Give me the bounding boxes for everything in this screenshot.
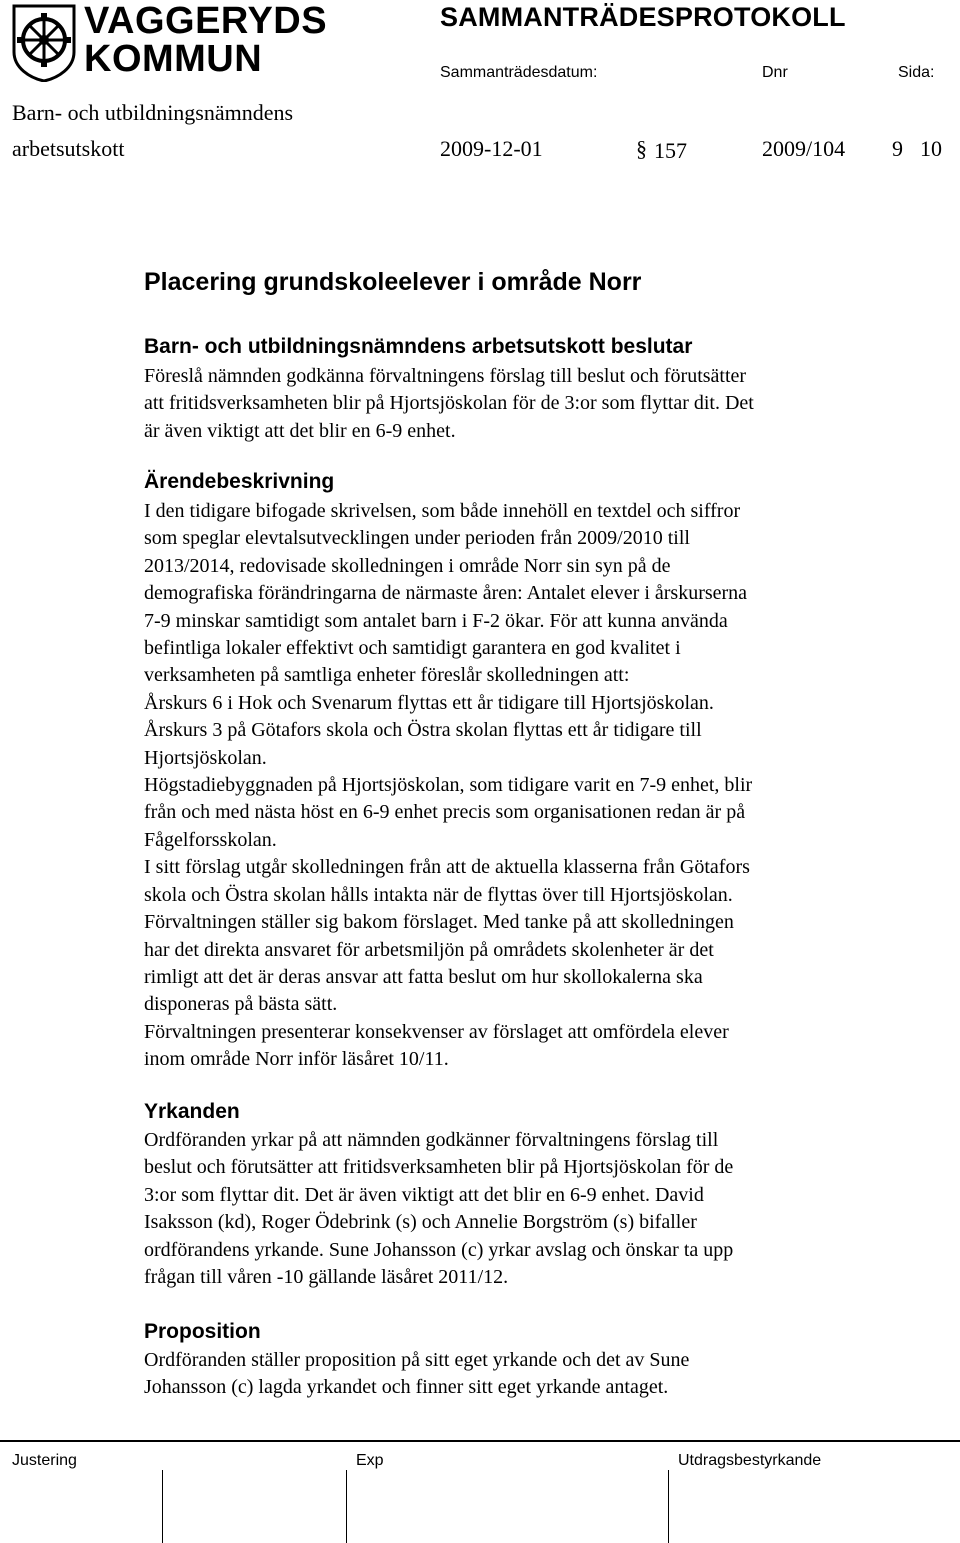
motions-heading: Yrkanden xyxy=(144,1100,240,1123)
coat-of-arms-icon xyxy=(12,4,76,82)
page-title: Placering grundskoleelever i område Norr xyxy=(144,268,642,296)
text-line: I den tidigare bifogade skrivelsen, som både innehöll en textdel och siffror xyxy=(144,500,741,522)
text-line: Förvaltningen ställer sig bakom förslaget. Med tanke på att skolledningen xyxy=(144,911,734,934)
committee-name: Barn- och utbildningsnämndens xyxy=(12,100,294,125)
text-line: Förvaltningen presenterar konsekvenser av förslaget att omfördela elever xyxy=(144,1020,729,1043)
text-line: Ordföranden yrkar på att nämnden godkänner förvaltningens förslag till xyxy=(144,1129,719,1151)
document-title: SAMMANTRÄDESPROTOKOLL xyxy=(440,2,846,32)
page-number: 9 xyxy=(892,136,903,161)
dnr-label: Dnr xyxy=(762,64,788,81)
decision-text xyxy=(144,363,884,445)
decision-heading: Barn- och utbildningsnämndens arbetsutskott beslutar xyxy=(144,335,693,358)
footer-copy-label: Exp xyxy=(356,1452,384,1469)
description-heading: Ärendebeskrivning xyxy=(144,470,335,493)
meeting-date-label: Sammanträdesdatum: xyxy=(440,64,598,81)
text-line: Årskurs 6 i Hok och Svenarum flyttas ett år tidigare till Hjortsjöskolan. xyxy=(144,691,714,714)
motions-text xyxy=(144,1127,884,1291)
paragraph-sign: § xyxy=(636,136,647,161)
text-line: Årskurs 3 på Götafors skola och Östra skolan flyttas ett år tidigare till xyxy=(144,719,702,742)
footer-divider xyxy=(0,1440,960,1442)
text-line: beslut och förutsätter att fritidsverksamheten blir på Hjortsjöskolan för de xyxy=(144,1156,734,1179)
signature-box-divider xyxy=(668,1470,669,1543)
text-line: verksamheten på samtliga enheter föreslår skolledningen att: xyxy=(144,664,630,687)
paragraph-number: 157 xyxy=(654,138,687,163)
description-text xyxy=(144,498,884,1074)
municipality-logo xyxy=(12,0,328,82)
text-line: Fågelforsskolan. xyxy=(144,828,277,851)
text-line: ordförandens yrkande. Sune Johansson (c) yrkar avslag och önskar ta upp xyxy=(144,1238,734,1261)
logo-line-1: VAGGERYDS xyxy=(84,0,328,42)
text-line: 7-9 minskar samtidigt som antalet barn i F-2 ökar. För att kunna använda xyxy=(144,609,728,632)
committee-subname: arbetsutskott xyxy=(12,136,125,161)
text-line: Ordföranden ställer proposition på sitt eget yrkande och det av Sune xyxy=(144,1349,690,1371)
dnr-value: 2009/104 xyxy=(762,136,846,161)
logo-wordmark xyxy=(84,2,327,78)
text-line: frågan till våren -10 gällande läsåret 2011/12. xyxy=(144,1266,509,1289)
text-line: Högstadiebyggnaden på Hjortsjöskolan, som tidigare varit en 7-9 enhet, blir xyxy=(144,774,753,797)
text-line: 3:or som flyttar dit. Det är även viktigt att det blir en 6-9 enhet. David xyxy=(144,1183,704,1206)
text-line: som speglar elevtalsutvecklingen under perioden från 2009/2010 till xyxy=(144,527,690,550)
text-line: rimligt att det är deras ansvar att fatta beslut om hur skollokalerna ska xyxy=(144,965,703,988)
page-label: Sida: xyxy=(898,64,935,81)
text-line: demografiska förändringarna de närmaste åren: Antalet elever i årskurserna xyxy=(144,582,748,605)
text-line: är även viktigt att det blir en 6-9 enhet. xyxy=(144,419,456,442)
meeting-date: 2009-12-01 xyxy=(440,136,543,161)
text-line: befintliga lokaler effektivt och samtidigt garantera en god kvalitet i xyxy=(144,637,681,660)
logo-line-2: KOMMUN xyxy=(84,38,263,80)
text-line: skola och Östra skolan hålls intakta när de flyttas över till Hjortsjöskolan. xyxy=(144,883,733,906)
text-line: Johansson (c) lagda yrkandet och finner sitt eget yrkande antaget. xyxy=(144,1376,669,1399)
text-line: inom område Norr inför läsåret 10/11. xyxy=(144,1048,449,1071)
text-line: Föreslå nämnden godkänna förvaltningens förslag till beslut och förutsätter xyxy=(144,365,747,387)
text-line: från och med nästa höst en 6-9 enhet precis som organisationen redan är på xyxy=(144,801,746,824)
text-line: har det direkta ansvaret för arbetsmiljön på områdets skolenheter är det xyxy=(144,938,714,961)
proposition-text xyxy=(144,1347,884,1402)
text-line: Isaksson (kd), Roger Ödebrink (s) och Annelie Borgström (s) bifaller xyxy=(144,1211,697,1234)
footer-check-label: Justering xyxy=(12,1452,77,1469)
text-line: disponeras på bästa sätt. xyxy=(144,993,338,1016)
footer-extract-label: Utdragsbestyrkande xyxy=(678,1452,822,1469)
text-line: Hjortsjöskolan. xyxy=(144,746,267,769)
text-line: I sitt förslag utgår skolledningen från att de aktuella klasserna från Götafors xyxy=(144,856,750,879)
text-line: 2013/2014, redovisade skolledningen i område Norr sin syn på de xyxy=(144,554,671,577)
signature-box-divider xyxy=(346,1470,347,1543)
proposition-heading: Proposition xyxy=(144,1320,261,1343)
page-total: 10 xyxy=(920,136,942,161)
text-line: att fritidsverksamheten blir på Hjortsjöskolan för de 3:or som flyttar dit. Det xyxy=(144,392,754,415)
signature-box-divider xyxy=(162,1470,163,1543)
